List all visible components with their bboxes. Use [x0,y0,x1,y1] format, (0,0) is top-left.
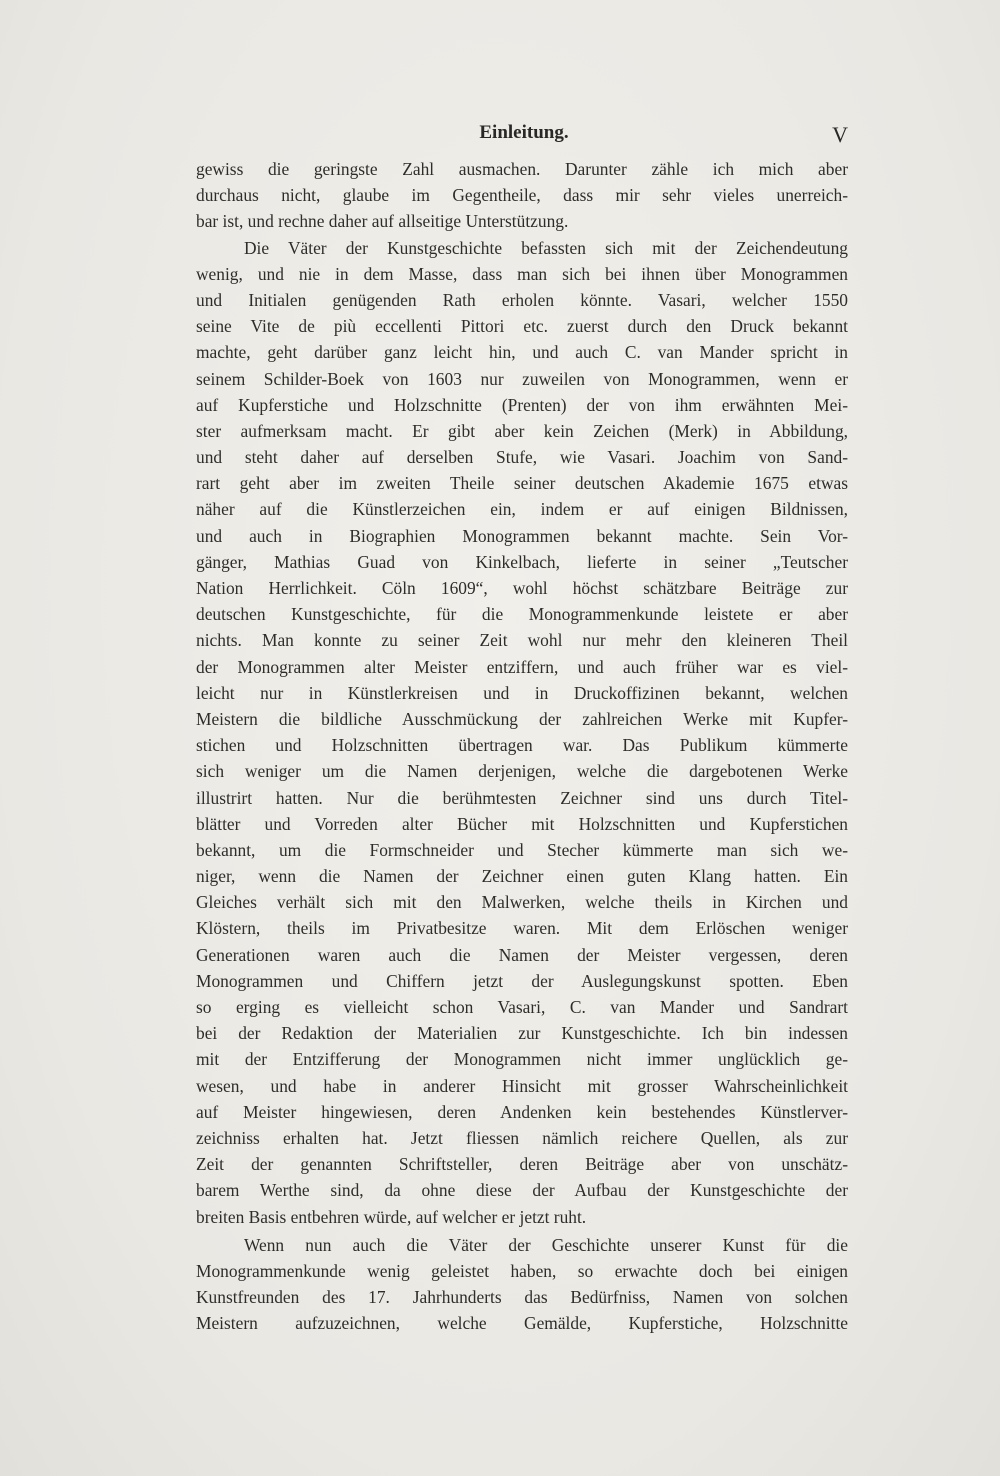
text-line: niger, wenn die Namen der Zeichner einen guten Klang hatten. Ein [196,866,848,887]
text-line: illustrirt hatten. Nur die berühmtesten Zeichner sind uns durch Titel- [196,787,848,808]
text-line: wenig, und nie in dem Masse, dass man sich bei ihnen über Monogrammen [196,263,848,284]
text-line: zeichniss erhalten hat. Jetzt fliessen nämlich reichere Quellen, als zur [196,1127,848,1148]
text-line: der Monogrammen alter Meister entziffern, und auch früher war es viel- [196,656,848,677]
text-line: auf Kupferstiche und Holzschnitte (Prenten) der von ihm erwähnten Mei- [196,394,848,415]
text-line: wesen, und habe in anderer Hinsicht mit grosser Wahrscheinlichkeit [196,1075,848,1096]
text-line: Monogrammen und Chiffern jetzt der Auslegungskunst spotten. Eben [196,970,848,991]
text-line: seine Vite de più eccellenti Pittori etc. zuerst durch den Druck bekannt [196,316,848,337]
text-line: stichen und Holzschnitten übertragen war. Das Publikum kümmerte [196,735,848,756]
text-line: mit der Entzifferung der Monogrammen nicht immer unglücklich ge- [196,1049,848,1070]
text-line: Generationen waren auch die Namen der Meister vergessen, deren [196,944,848,965]
text-line: und steht daher auf derselben Stufe, wie Vasari. Joachim von Sand- [196,447,848,468]
text-line: rart geht aber im zweiten Theile seiner deutschen Akademie 1675 etwas [196,473,848,494]
text-line: auf Meister hingewiesen, deren Andenken kein bestehendes Künstlerver- [196,1101,848,1122]
running-header [200,118,848,148]
text-line: bei der Redaktion der Materialien zur Kunstgeschichte. Ich bin indessen [196,1023,848,1044]
text-line: machte, geht darüber ganz leicht hin, und auch C. van Mander spricht in [196,342,848,363]
text-line: bar ist, und rechne daher auf allseitige Unterstützung. [196,211,569,232]
text-line: Wenn nun auch die Väter der Geschichte unserer Kunst für die [244,1234,848,1255]
text-line: gewiss die geringste Zahl ausmachen. Darunter zähle ich mich aber [196,159,848,179]
text-line: nichts. Man konnte zu seiner Zeit wohl nur mehr den kleineren Theil [196,630,848,651]
text-line: durchaus nicht, glaube im Gegentheile, dass mir sehr vieles unerreich- [196,185,848,206]
text-line: Kunstfreunden des 17. Jahrhunderts das Bedürfniss, Namen von solchen [196,1287,848,1308]
body-text [196,156,848,1336]
text-line: barem Werthe sind, da ohne diese der Aufbau der Kunstgeschichte der [196,1180,848,1201]
text-line: breiten Basis entbehren würde, auf welcher er jetzt ruht. [196,1206,587,1227]
text-line: und Initialen genügenden Rath erholen könnte. Vasari, welcher 1550 [196,289,848,310]
text-line: leicht nur in Künstlerkreisen und in Druckoffizinen bekannt, welchen [196,682,848,703]
text-line: Klöstern, theils im Privatbesitze waren. Mit dem Erlöschen weniger [196,918,848,939]
text-line: bekannt, um die Formschneider und Stecher kümmerte man sich we- [196,839,848,860]
text-line: seinem Schilder-Boek von 1603 nur zuweilen von Monogrammen, wenn er [196,368,848,389]
text-line: und auch in Biographien Monogrammen bekannt machte. Sein Vor- [196,525,848,546]
text-line: sich weniger um die Namen derjenigen, welche die dargebotenen Werke [196,761,848,782]
page-title: Einleitung. [479,122,569,143]
text-line: Meistern die bildliche Ausschmückung der zahlreichen Werke mit Kupfer- [196,708,848,729]
text-line: näher auf die Künstlerzeichen ein, indem er auf einigen Bildnissen, [196,499,848,520]
text-line: Monogrammenkunde wenig geleistet haben, so erwachte doch bei einigen [196,1260,848,1281]
text-line: Nation Herrlichkeit. Cöln 1609“, wohl höchst schätzbare Beiträge zur [196,578,848,598]
text-line: deutschen Kunstgeschichte, für die Monogrammenkunde leistete er aber [196,604,848,625]
text-line: gänger, Mathias Guad von Kinkelbach, lieferte in seiner „Teutscher [196,551,848,572]
text-line: Gleiches verhält sich mit den Malwerken, welche theils in Kirchen und [196,892,848,913]
text-line: Meistern aufzuzeichnen, welche Gemälde, Kupferstiche, Holzschnitte [196,1313,848,1334]
text-line: Zeit der genannten Schriftsteller, deren Beiträge aber von unschätz- [196,1154,848,1175]
page-number: V [832,122,848,147]
text-line: ster aufmerksam macht. Er gibt aber kein Zeichen (Merk) in Abbildung, [196,420,848,441]
text-line: blätter und Vorreden alter Bücher mit Holzschnitten und Kupferstichen [196,813,848,834]
text-line: Die Väter der Kunstgeschichte befassten sich mit der Zeichendeutung [244,237,848,258]
text-line: so erging es vielleicht schon Vasari, C. van Mander und Sandrart [196,997,848,1017]
